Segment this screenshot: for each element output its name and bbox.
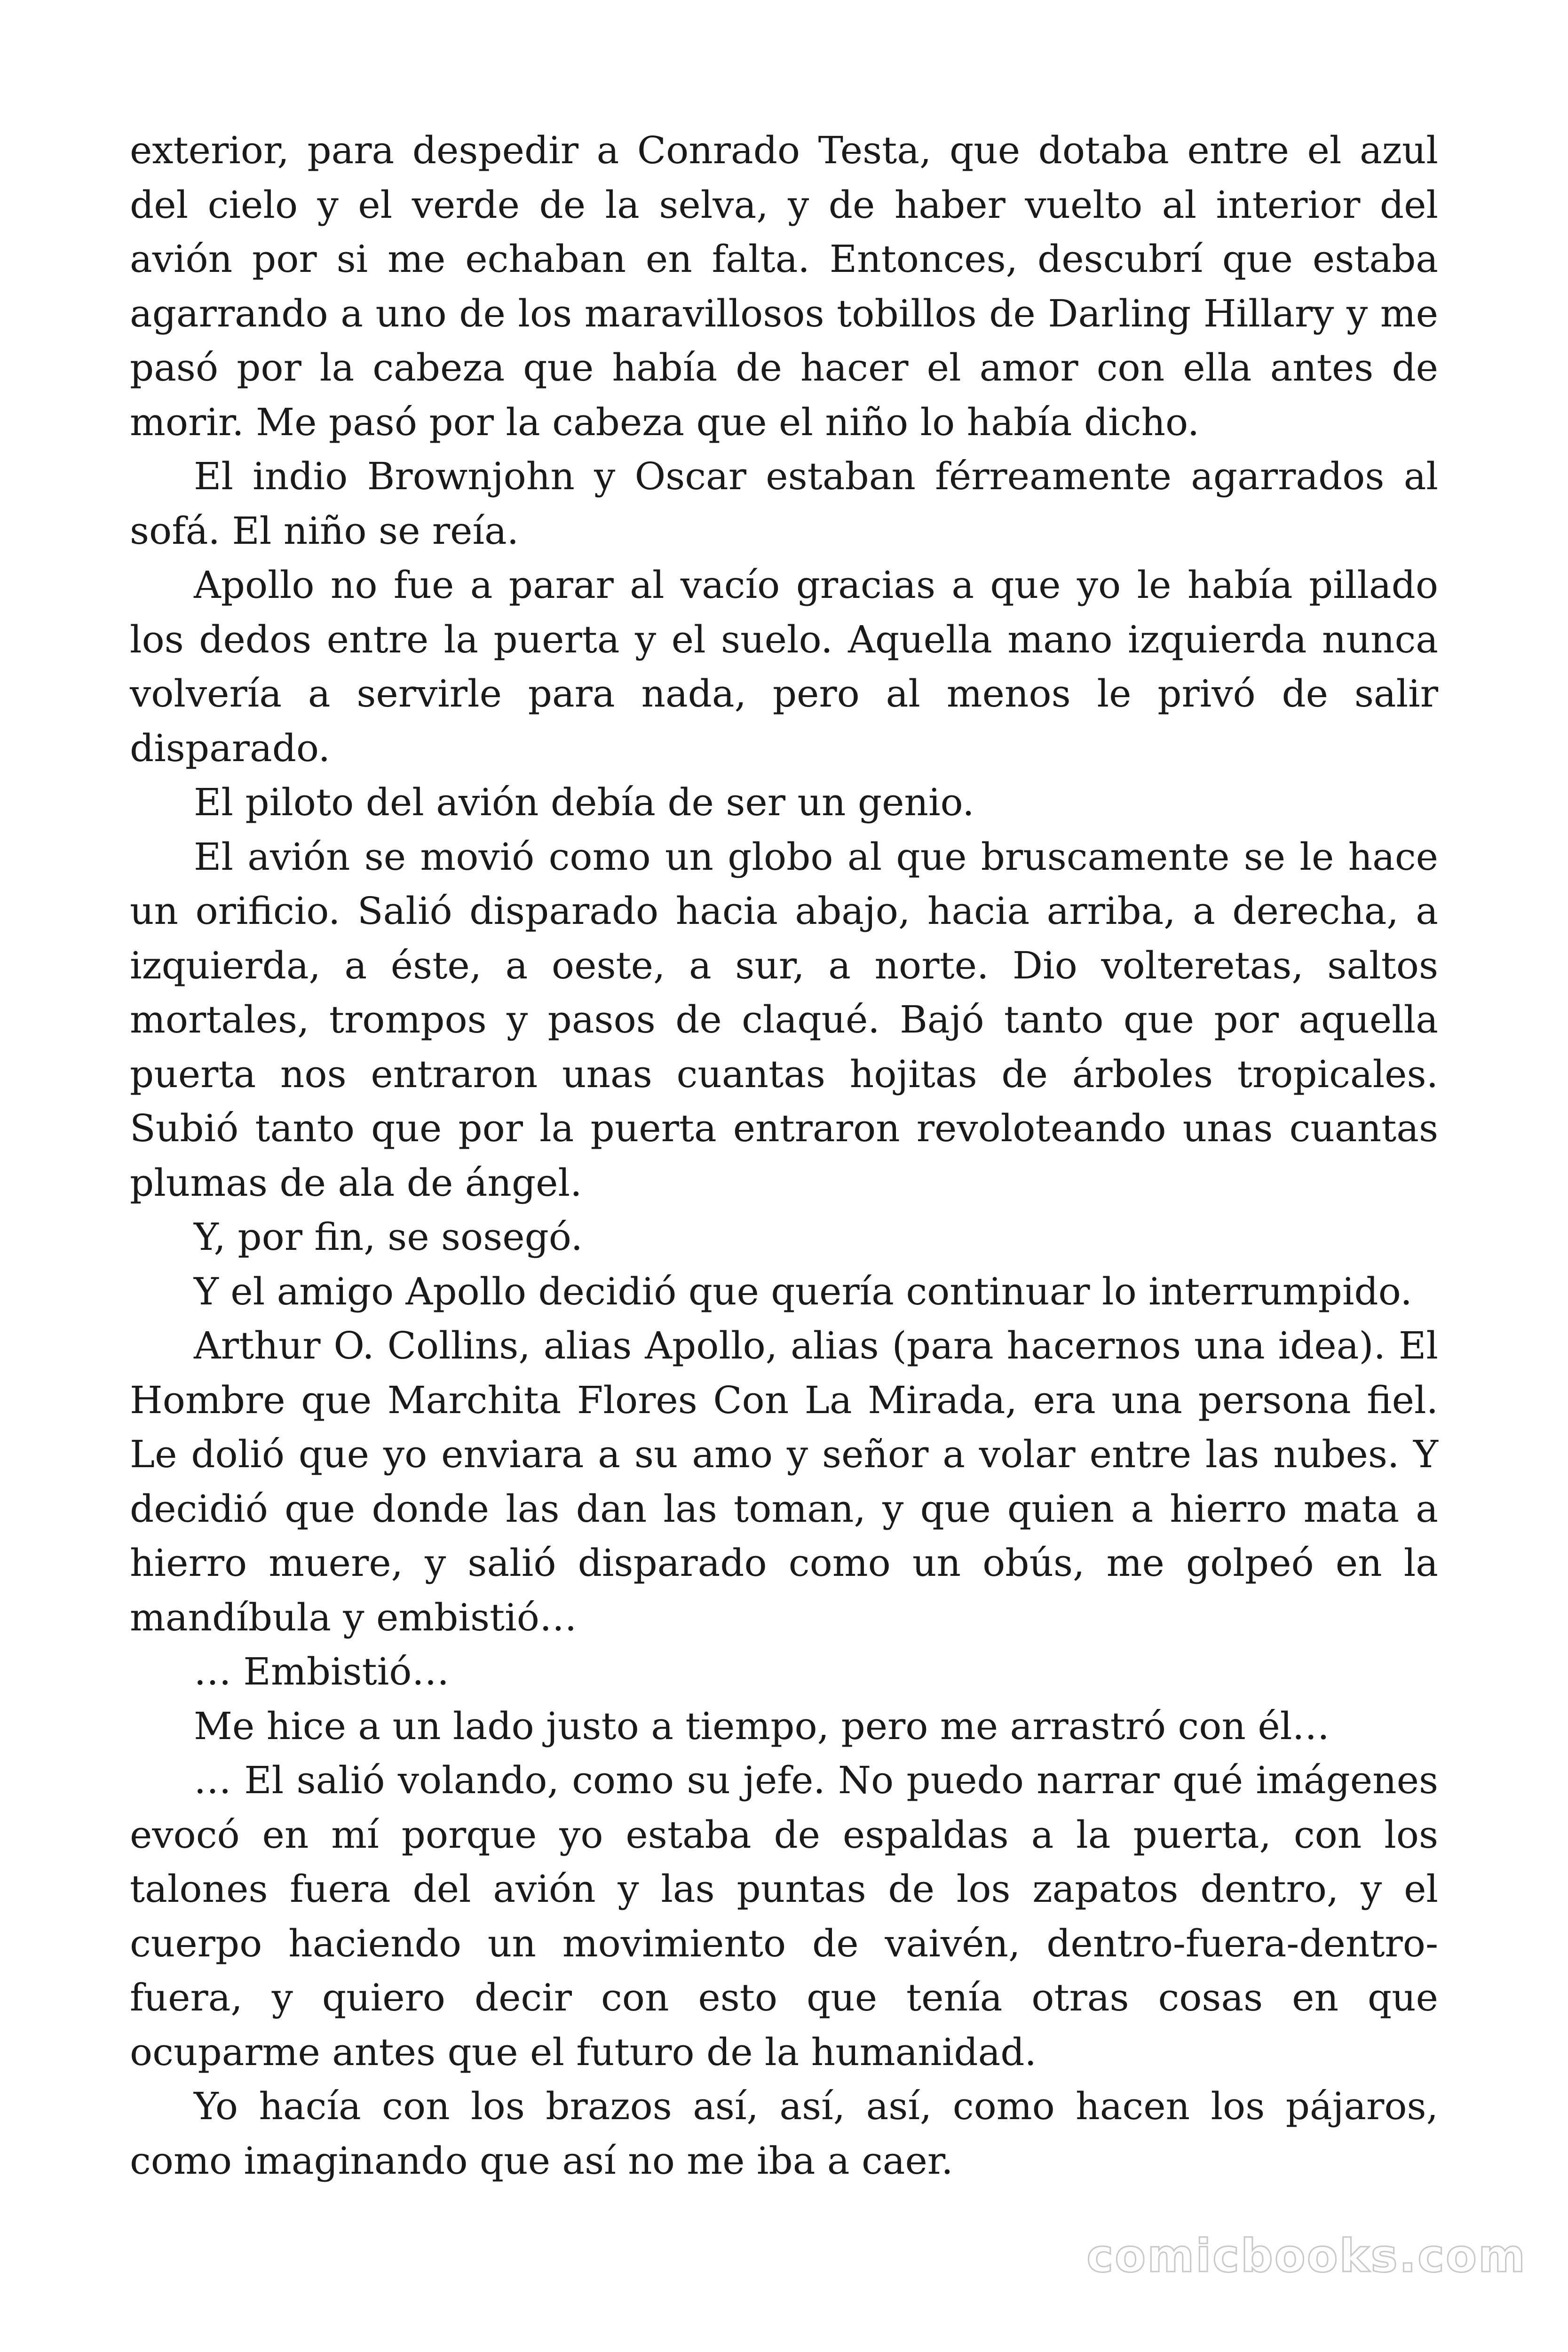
paragraph: Me hice a un lado justo a tiempo, pero me arrastró con él… [194,1704,1330,1748]
paragraph: Y el amigo Apollo decidió que quería continuar lo interrumpido. [194,1269,1412,1313]
paragraph: Arthur O. Collins, alias Apollo, alias (para hacernos una idea). El Hombre que Marchita Flores Con La Mirada, era una persona fiel. Le dolió que yo enviara a su amo y señor a volar entre las nubes. Y decidió que donde las dan las toman, y que quien a hierro mata a hierro muere, y salió disparado como un obús, me golpeó en la mandíbula y embistió… [130,1324,1438,1639]
watermark: comicbooks.com [1086,2230,1527,2282]
paragraph: … Embistió… [194,1650,450,1693]
paragraph: Y, por fin, se sosegó. [194,1215,583,1259]
paragraph: exterior, para despedir a Conrado Testa, que dotaba entre el azul del cielo y el verde de la selva, y de haber vuelto al interior del avión por si me echaban en falta. Entonces, descubrí que estaba agarrando a uno de los maravillosos tobillos de Darling Hillary y me pasó por la cabeza que había de hacer el amor con ella antes de morir. Me pasó por la cabeza que el niño lo había dicho. [130,128,1438,444]
page-body-text [130,123,1438,2188]
paragraph: … El salió volando, como su jefe. No puedo narrar qué imágenes evocó en mí porque yo estaba de espaldas a la puerta, con los talones fuera del avión y las puntas de los zapatos dentro, y el cuerpo haciendo un movimiento de vaivén, dentro-fuera-dentro-fuera, y quiero decir con esto que tenía otras cosas en que ocuparme antes que el futuro de la humanidad. [130,1758,1438,2074]
paragraph: El indio Brownjohn y Oscar estaban férreamente agarrados al sofá. El niño se reía. [130,454,1438,553]
paragraph: El piloto del avión debía de ser un genio. [194,780,974,824]
paragraph: El avión se movió como un globo al que bruscamente se le hace un orificio. Salió disparado hacia abajo, hacia arriba, a derecha, a izquierda, a éste, a oeste, a sur, a norte. Dio volteretas, saltos mortales, trompos y pasos de claqué. Bajó tanto que por aquella puerta nos entraron unas cuantas hojitas de árboles tropicales. Subió tanto que por la puerta entraron revoloteando unas cuantas plumas de ala de ángel. [130,834,1438,1205]
paragraph: Yo hacía con los brazos así, así, así, como hacen los pájaros, como imaginando que así no me iba a caer. [130,2084,1438,2183]
paragraph: Apollo no fue a parar al vacío gracias a que yo le había pillado los dedos entre la puerta y el suelo. Aquella mano izquierda nunca volvería a servirle para nada, pero al menos le privó de salir disparado. [130,563,1438,770]
